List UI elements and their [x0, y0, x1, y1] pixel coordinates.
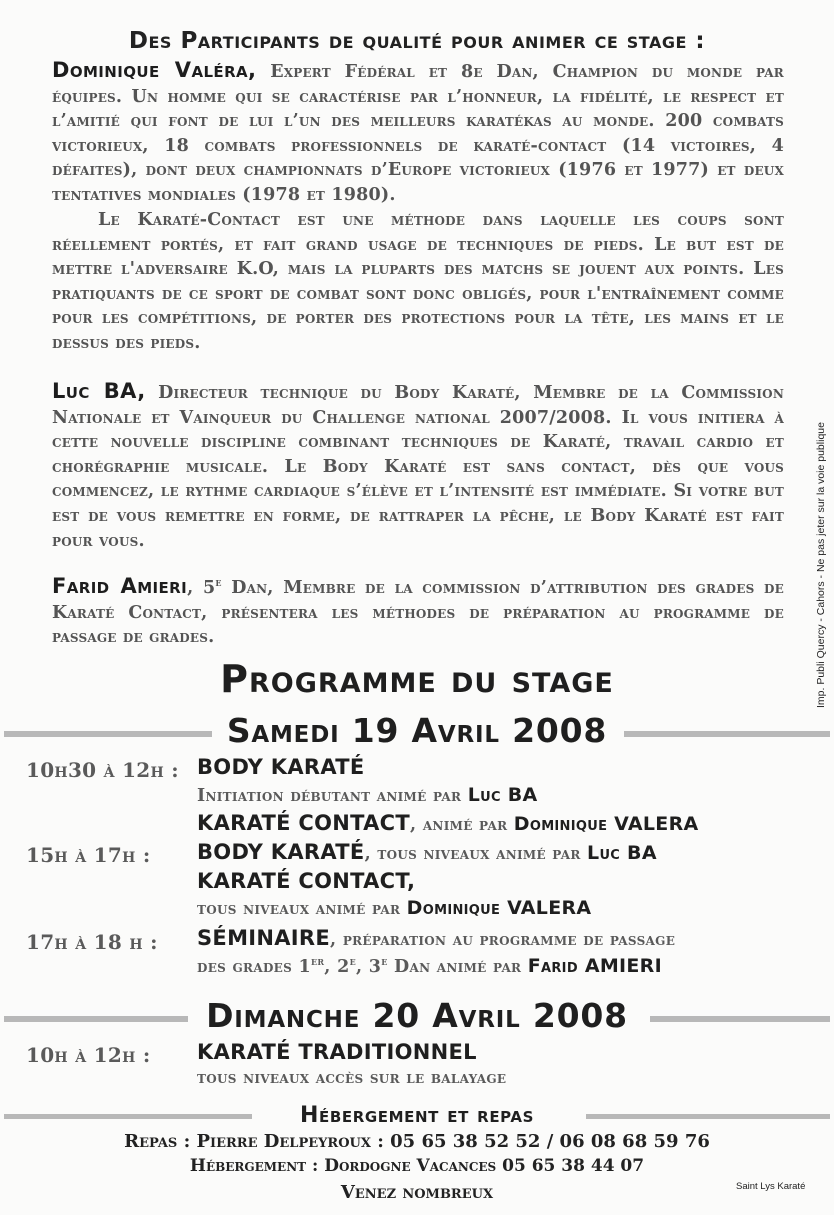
sat-slot3-dan: Dan animé par	[387, 957, 528, 977]
sunday-label: Dimanche 20 Avril 2008	[206, 996, 628, 1035]
sat-slot3-grade3: , 3	[355, 957, 382, 977]
sun-slot1-detail	[197, 1068, 506, 1088]
sat-slot2-instructor: Luc BA	[587, 842, 657, 864]
sat-slot2-time: 15h à 17h :	[26, 843, 151, 867]
sun-slot1-title: KARATÉ TRADITIONNEL	[197, 1040, 477, 1064]
sat-slot3-desc: , préparation au programme de passage	[330, 930, 676, 950]
ba-bio: Directeur technique du Body Karaté, Membre de la Commission Nationale et Vainqueur du Challenge national 2007/2008. Il vous initiera à cette nouvelle discipline combinant techniques de Karaté, travail cardio et chorégraphie musicale. Le Body Karaté est sans contact, dès que vous commencez, le rythme cardiaque s’élève et l’intensité est immédiate. Si votre but est de vous remettre en forme, de rattraper la pêche, le Body Karaté est fait pour vous.	[52, 383, 784, 551]
amieri-rank-sup: e	[215, 576, 222, 590]
valera-paragraph	[52, 58, 784, 208]
sat-slot2-desc: , tous niveaux animé par	[364, 844, 588, 864]
intro-title: Des Participants de qualité pour animer ce stage :	[128, 28, 706, 54]
saturday-label: Samedi 19 Avril 2008	[226, 711, 608, 750]
sat-slot1-activity2	[197, 811, 699, 835]
sat-slot2-instructor2: Dominique VALERA	[406, 897, 592, 919]
lodging-header	[4, 1103, 830, 1131]
closing-line: Venez nombreux	[340, 1182, 494, 1203]
ba-paragraph	[52, 379, 784, 553]
sat-slot2-detail2	[197, 897, 591, 919]
sun-slot1-time: 10h à 12h :	[26, 1043, 151, 1067]
sat-slot2-activity2	[197, 869, 415, 893]
sunday-header	[4, 996, 830, 1040]
sat-slot2-title: BODY KARATÉ	[197, 840, 365, 864]
sat-slot3-instructor: Farid AMIERI	[527, 955, 662, 977]
sun-slot1-activity	[197, 1040, 477, 1064]
amieri-paragraph	[52, 574, 784, 650]
grade-sup-1: er	[310, 955, 325, 969]
sat-slot1-title: BODY KARATÉ	[197, 755, 365, 779]
program-title: Programme du stage	[220, 657, 614, 701]
valera-name: Dominique Valéra,	[52, 58, 257, 82]
sat-slot1-detail	[197, 784, 538, 806]
sun-slot1-desc: tous niveaux accès sur le balayage	[197, 1068, 507, 1088]
amieri-rank: , 5	[187, 578, 216, 598]
sat-slot3-grades: des grades 1	[197, 957, 311, 977]
amieri-name: Farid Amieri	[52, 574, 188, 598]
ba-name: Luc BA,	[52, 379, 146, 403]
sat-slot1-instructor2: Dominique VALERA	[513, 813, 699, 835]
lodging-title: Hébergement et repas	[299, 1103, 535, 1128]
sat-slot3-activity	[197, 926, 675, 950]
amieri-bio: Dan, Membre de la commission d’attribution des grades de Karaté Contact, présentera les méthodes de préparation au programme de passage de grades.	[52, 578, 785, 648]
sat-slot2-activity	[197, 840, 657, 864]
sat-slot1-instructor: Luc BA	[467, 784, 538, 806]
grade-sup-2: e	[349, 955, 356, 969]
sat-slot1-desc: Initiation débutant animé par	[197, 786, 468, 806]
sat-slot3-grade2: , 2	[324, 957, 350, 977]
valera-bio: Expert Fédéral et 8e Dan, Champion du monde par équipes. Un homme qui se caractérise par l’honneur, la fidélité, le respect et l’amitié qui font de lui l’un des meilleurs karatékas au monde. 200 combats victorieux, 18 combats professionnels de karaté-contact (14 victoires, 4 défaites), dont deux championnats d’Europe victorieux (1976 et 1977) et deux tentatives mondiales (1978 et 1980).	[52, 62, 784, 205]
club-signature: Saint Lys Karaté	[736, 1181, 806, 1192]
printer-note: Imp. Publi Quercy - Cahors - Ne pas jeter sur la voie publique	[815, 422, 827, 708]
sat-slot2-title2: KARATÉ CONTACT,	[197, 869, 416, 893]
sat-slot1-activity	[197, 755, 365, 779]
sat-slot1-desc2: , animé par	[410, 815, 514, 835]
sat-slot3-time: 17h à 18 h :	[26, 930, 158, 954]
sat-slot2-desc2: tous niveaux animé par	[197, 899, 407, 919]
sat-slot1-time: 10h30 à 12h :	[26, 758, 179, 782]
sat-slot1-title2: KARATÉ CONTACT	[197, 811, 411, 835]
meals-contact: Repas : Pierre Delpeyroux : 05 65 38 52 52 / 06 08 68 59 76	[124, 1131, 710, 1152]
karate-contact-paragraph: Le Karaté-Contact est une méthode dans laquelle les coups sont réellement portés, et fait grand usage de techniques de pieds. Le but est de mettre l'adversaire K.O, mais la pluparts des matchs se jouent aux points. Les pratiquants de ce sport de combat sont donc obligés, pour l'entraînement comme pour les compétitions, de porter des protections pour la tête, les mains et le dessus des pieds.	[52, 210, 784, 353]
sat-slot3-title: SÉMINAIRE	[197, 926, 331, 950]
sat-slot3-detail	[197, 955, 662, 977]
lodging-contact: Hébergement : Dordogne Vacances 05 65 38 44 07	[189, 1156, 645, 1176]
grade-sup-3: e	[381, 955, 388, 969]
saturday-header	[4, 711, 830, 755]
